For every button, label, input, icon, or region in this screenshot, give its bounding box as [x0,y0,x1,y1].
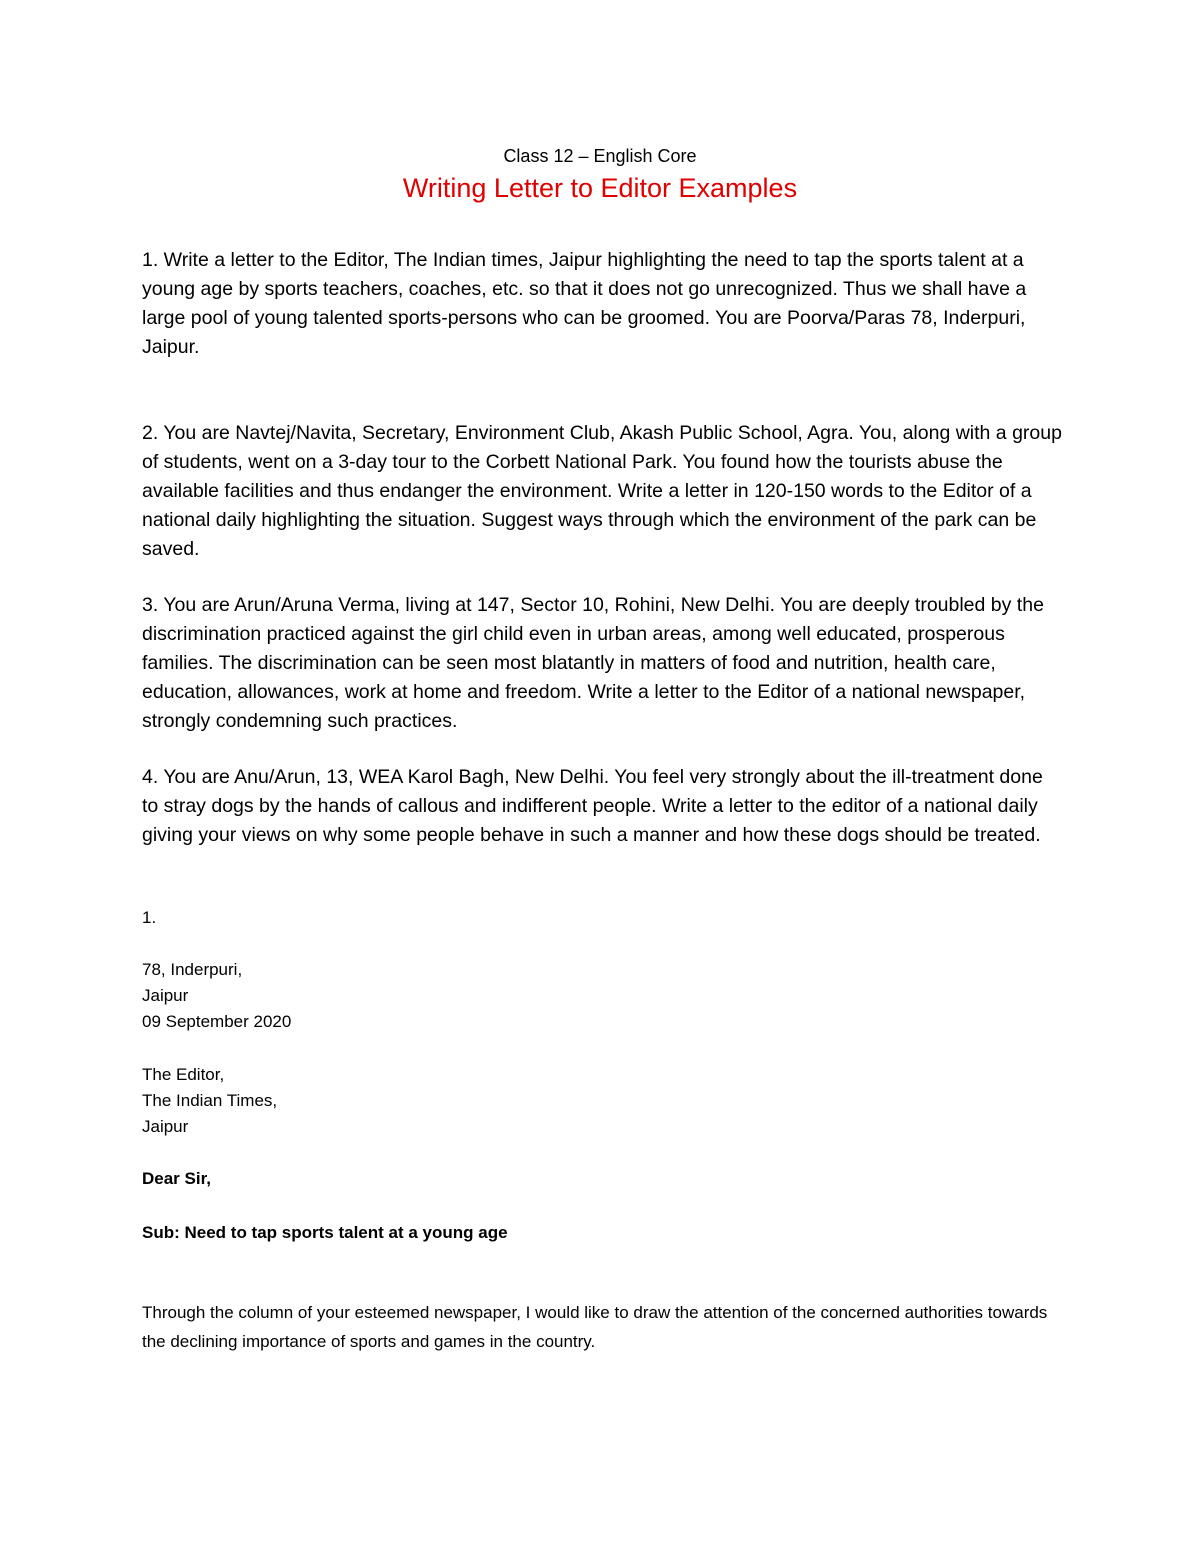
document-subtitle: Class 12 – English Core [503,146,697,166]
letter-number: 1. [142,908,157,927]
sender-address-line-1: 78, Inderpuri, [142,960,243,979]
question-2: 2. You are Navtej/Navita, Secretary, Environment Club, Akash Public School, Agra. You, along with a group of students, went on a 3-day tour to the Corbett National Park. You found how the tourists abuse the available facilities and thus endanger the environment. Write a letter in 120-150 words to the Editor of a national daily highlighting the situation. Suggest ways through which the environment of the park can be saved. [142,422,1062,560]
recipient-line-2: The Indian Times, [142,1091,278,1110]
question-1: 1. Write a letter to the Editor, The Indian times, Jaipur highlighting the need to tap the sports talent at a young age by sports teachers, coaches, etc. so that it does not go unrecognized. Thus we shall have a large pool of young talented sports-persons who can be groomed. You are Poorva/Paras 78, Inderpuri, Jaipur. [142,249,1027,358]
document-title: Writing Letter to Editor Examples [402,173,798,203]
question-4: 4. You are Anu/Arun, 13, WEA Karol Bagh, New Delhi. You feel very strongly about the ill-treatment done to stray dogs by the hands of callous and indifferent people. Write a letter to the editor of a national daily giving your views on why some people behave in such a manner and how these dogs should be treated. [142,766,1043,846]
recipient-line-1: The Editor, [142,1065,225,1084]
letter-date: 09 September 2020 [142,1012,292,1031]
question-3: 3. You are Arun/Aruna Verma, living at 147, Sector 10, Rohini, New Delhi. You are deeply troubled by the discrimination practiced against the girl child even in urban areas, among well educated, prosperous families. The discrimination can be seen most blatantly in matters of food and nutrition, health care, education, allowances, work at home and freedom. Write a letter to the Editor of a national newspaper, strongly condemning such practices. [142,594,1044,732]
salutation: Dear Sir, [142,1169,211,1188]
sender-address-line-2: Jaipur [142,986,189,1005]
letter-subject: Sub: Need to tap sports talent at a young age [142,1223,508,1242]
recipient-line-3: Jaipur [142,1117,189,1136]
letter-body: Through the column of your esteemed newspaper, I would like to draw the attention of the concerned authorities towards the declining importance of sports and games in the country. [142,1303,1048,1351]
